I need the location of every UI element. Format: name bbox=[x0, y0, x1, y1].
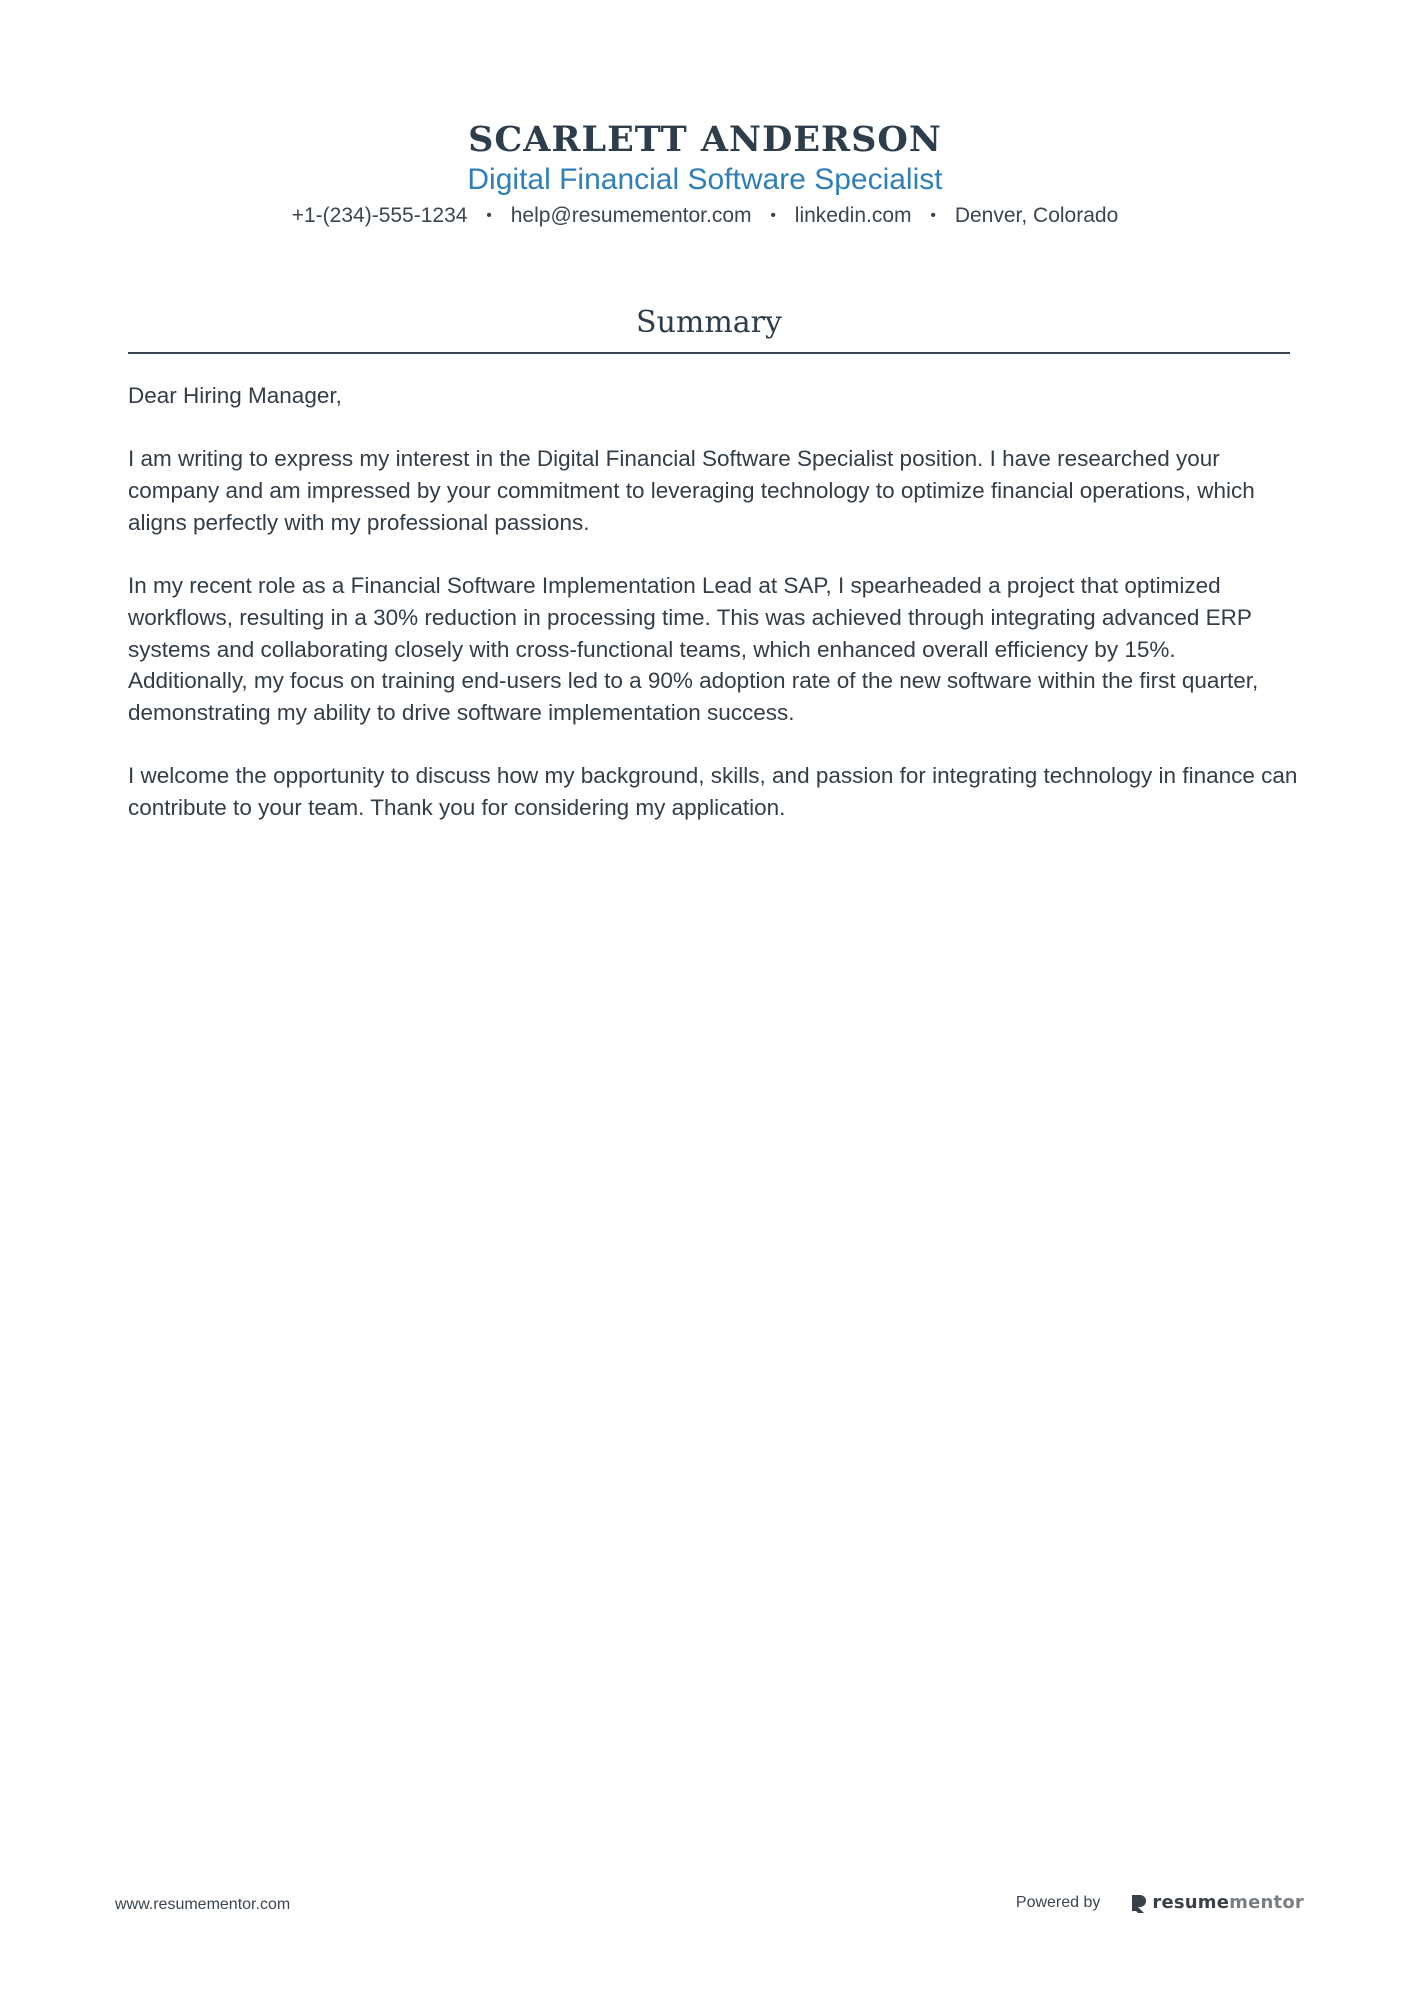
logo-wordmark-bold: resume bbox=[1152, 1892, 1230, 1913]
summary-body bbox=[128, 380, 1298, 855]
closing-paragraph: I welcome the opportunity to discuss how my background, skills, and passion for integrating technology in finance can contribute to your team. Thank you for considering my application. bbox=[128, 763, 1298, 821]
footer-branding bbox=[1016, 1892, 1304, 1913]
candidate-name: SCARLETT ANDERSON bbox=[468, 119, 942, 160]
salutation: Dear Hiring Manager, bbox=[128, 383, 342, 408]
body-paragraph: In my recent role as a Financial Software Implementation Lead at SAP, I spearheaded a project that optimized workflows, resulting in a 30% reduction in processing time. This was achieved through integrating advanced ERP systems and collaborating closely with cross-functional teams, which enhanced overall efficiency by 15%. Additionally, my focus on training end-users led to a 90% adoption rate of the new software within the first quarter, demonstrating my ability to drive software implementation success. bbox=[128, 573, 1259, 725]
contact-phone: +1-(234)-555-1234 bbox=[291, 204, 468, 227]
powered-by-label: Powered by bbox=[1015, 1893, 1101, 1911]
resumementor-logo[interactable] bbox=[1130, 1892, 1304, 1913]
contact-email[interactable]: help@resumementor.com bbox=[510, 204, 752, 227]
contact-line bbox=[0, 202, 1410, 230]
contact-separator: • bbox=[930, 207, 936, 224]
header bbox=[0, 118, 1410, 230]
job-title: Digital Financial Software Specialist bbox=[467, 163, 943, 196]
section-divider bbox=[128, 352, 1290, 354]
summary-heading: Summary bbox=[636, 305, 782, 340]
contact-linkedin[interactable]: linkedin.com bbox=[794, 204, 912, 227]
contact-separator: • bbox=[486, 207, 492, 224]
contact-location: Denver, Colorado bbox=[954, 204, 1119, 227]
body-paragraph: I am writing to express my interest in the Digital Financial Software Specialist position. I have researched your company and am impressed by your commitment to leveraging technology to optimize financial operations, which aligns perfectly with my professional passions. bbox=[128, 446, 1255, 535]
contact-separator: • bbox=[770, 207, 776, 224]
footer-website[interactable]: www.resumementor.com bbox=[115, 1896, 291, 1913]
logo-wordmark bbox=[1152, 1892, 1304, 1913]
logo-wordmark-light: mentor bbox=[1229, 1892, 1304, 1913]
resumementor-logo-icon bbox=[1130, 1893, 1148, 1913]
